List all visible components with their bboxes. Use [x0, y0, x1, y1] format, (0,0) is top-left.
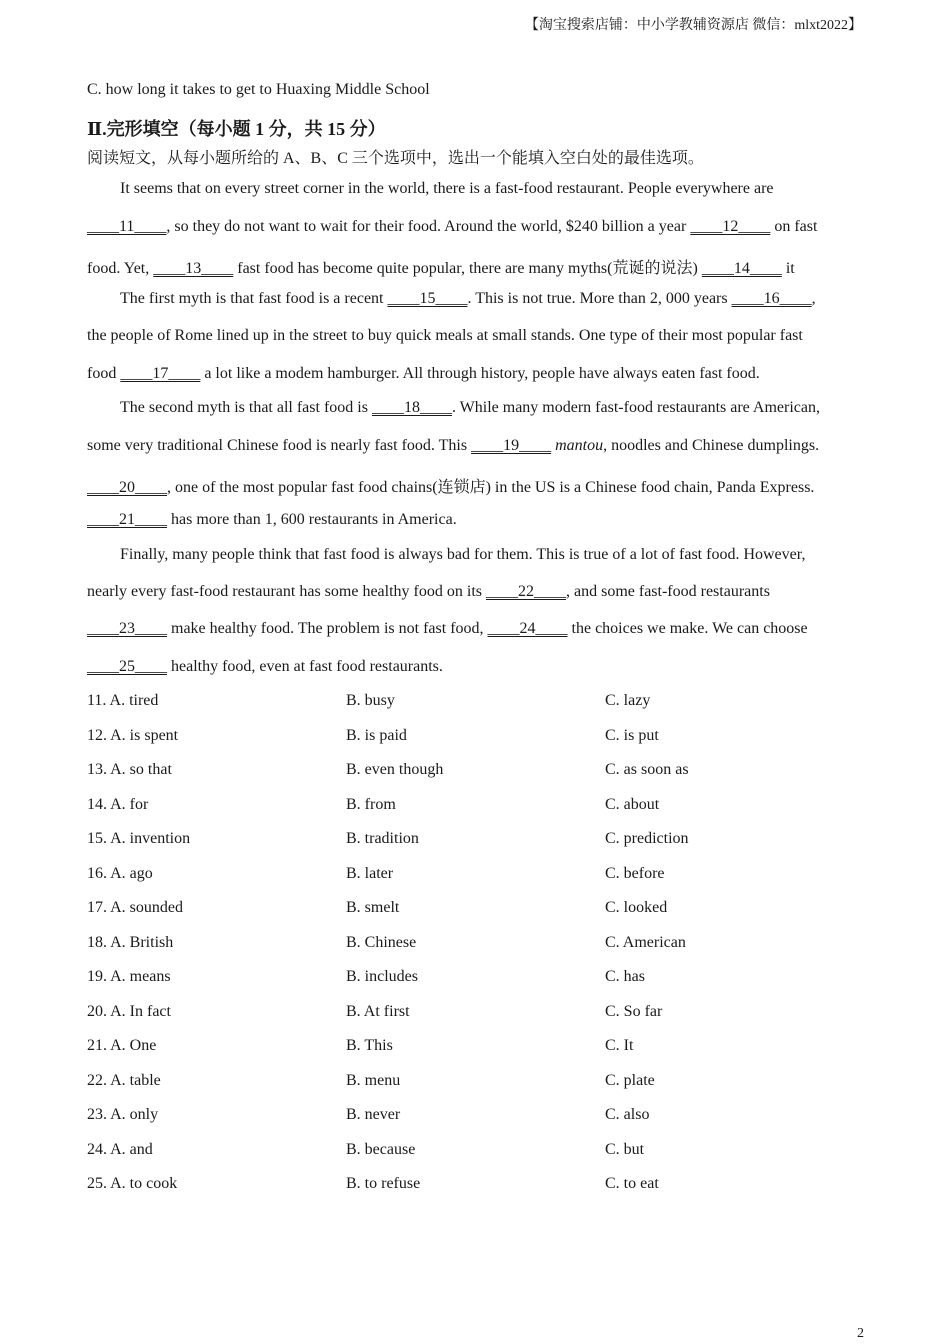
passage-text: The first myth is that fast food is a recent	[120, 290, 388, 307]
option-25-c: C. to eat	[605, 1175, 659, 1192]
blank-21: ____21____	[87, 511, 167, 528]
passage-text: The second myth is that all fast food is	[120, 399, 372, 416]
option-11-c: C. lazy	[605, 692, 651, 709]
passage-text: . While many modern fast-food restaurants are American,	[451, 399, 820, 416]
passage-text: food. Yet,	[87, 260, 154, 277]
option-16-c: C. before	[605, 864, 665, 882]
option-12-b: B. is paid	[346, 726, 407, 744]
option-14-a: 14. A. for	[87, 795, 149, 813]
option-21-b: B. This	[346, 1037, 393, 1054]
passage-line-13	[87, 620, 808, 638]
passage-line-9	[87, 474, 814, 497]
section-instruction: 阅读短文，从每小题所给的 A、B、C 三个选项中，选出一个能填入空白处的最佳选项。	[87, 150, 704, 167]
option-24-c: C. but	[605, 1140, 645, 1158]
option-18-b: B. Chinese	[346, 933, 417, 951]
blank-12: ____12____	[690, 218, 771, 235]
option-18-a: 18. A. British	[87, 933, 174, 951]
option-13-c: C. as soon as	[605, 761, 689, 778]
option-22-a: 22. A. table	[87, 1071, 161, 1089]
passage-text: make healthy food. The problem is not fast food,	[167, 620, 488, 637]
section-title: Ⅱ.完形填空（每小题 1 分，共 15 分）	[87, 119, 386, 139]
italic-word: mantou	[551, 437, 604, 454]
option-15-c: C. prediction	[605, 830, 689, 847]
passage-text: nearly every fast-food restaurant has some healthy food on its	[87, 583, 486, 600]
passage-text: . This is not true. More than 2, 000 years	[467, 290, 732, 307]
passage-line-5: the people of Rome lined up in the street to buy quick meals at small stands. One type of their most popular fast	[87, 327, 803, 344]
option-24-a: 24. A. and	[87, 1140, 153, 1158]
passage-text: the choices we make. We can choose	[567, 620, 808, 637]
option-16-b: B. later	[346, 864, 394, 882]
passage-text: , noodles and Chinese dumplings.	[603, 437, 820, 454]
blank-16: ____16____	[731, 290, 812, 307]
option-14-b: B. from	[346, 795, 396, 813]
blank-14: ____14____	[701, 260, 782, 277]
passage-text: it	[781, 260, 795, 277]
blank-20: ____20____	[87, 479, 167, 496]
blank-17: ____17____	[120, 365, 201, 382]
passage-text: ,	[811, 290, 816, 307]
option-17-a: 17. A. sounded	[87, 899, 183, 916]
option-16-a: 16. A. ago	[87, 864, 153, 882]
option-21-a: 21. A. One	[87, 1037, 157, 1054]
option-23-a: 23. A. only	[87, 1106, 159, 1123]
passage-line-10	[87, 511, 457, 529]
passage-line-14	[87, 658, 443, 676]
option-19-b: B. includes	[346, 968, 418, 985]
page-header: 【淘宝搜索店铺：中小学教辅资源店 微信：mlxt2022】	[524, 18, 862, 33]
option-25-b: B. to refuse	[346, 1175, 421, 1192]
blank-24: ____24____	[487, 620, 568, 637]
option-19-a: 19. A. means	[87, 968, 171, 985]
passage-text: some very traditional Chinese food is nearly fast food. This	[87, 437, 472, 454]
page-number: 2	[857, 1326, 864, 1341]
passage-text: fast food has become quite popular, there are many myths(荒诞的说法)	[233, 260, 702, 277]
passage-text: healthy food, even at fast food restaurants.	[167, 658, 443, 675]
option-15-a: 15. A. invention	[87, 830, 191, 847]
blank-22: ____22____	[485, 583, 566, 600]
previous-option-line: C. how long it takes to get to Huaxing Middle School	[87, 81, 430, 98]
blank-18: ____18____	[371, 399, 452, 416]
option-17-c: C. looked	[605, 899, 668, 916]
passage-text: , so they do not want to wait for their food. Around the world, $240 billion a year	[166, 218, 691, 235]
option-14-c: C. about	[605, 795, 660, 813]
passage-line-8	[87, 437, 819, 455]
option-11-b: B. busy	[346, 692, 395, 709]
option-20-c: C. So far	[605, 1002, 663, 1020]
passage-text: food	[87, 365, 121, 382]
option-24-b: B. because	[346, 1140, 416, 1158]
option-18-c: C. American	[605, 933, 686, 951]
passage-line-11: Finally, many people think that fast food is always bad for them. This is true of a lot of fast food. However,	[120, 546, 806, 563]
blank-25: ____25____	[87, 658, 167, 675]
passage-text: a lot like a modem hamburger. All through history, people have always eaten fast food.	[200, 365, 760, 382]
option-17-b: B. smelt	[346, 899, 400, 916]
option-21-c: C. It	[605, 1037, 634, 1054]
option-12-a: 12. A. is spent	[87, 726, 179, 744]
passage-line-4	[120, 290, 816, 308]
passage-text: , and some fast-food restaurants	[565, 583, 770, 600]
option-13-a: 13. A. so that	[87, 761, 172, 778]
passage-line-6	[87, 365, 760, 383]
option-11-a: 11. A. tired	[87, 692, 159, 709]
blank-13: ____13____	[153, 260, 234, 277]
option-12-c: C. is put	[605, 726, 659, 744]
option-13-b: B. even though	[346, 761, 444, 778]
option-23-c: C. also	[605, 1106, 650, 1123]
option-22-b: B. menu	[346, 1071, 401, 1089]
blank-11: ____11____	[87, 218, 167, 235]
passage-text: on fast	[770, 218, 818, 235]
option-25-a: 25. A. to cook	[87, 1175, 178, 1192]
option-23-b: B. never	[346, 1106, 401, 1123]
blank-23: ____23____	[87, 620, 167, 637]
option-22-c: C. plate	[605, 1071, 655, 1089]
option-20-a: 20. A. In fact	[87, 1002, 171, 1020]
passage-line-2	[87, 218, 817, 236]
passage-text: , one of the most popular fast food chains(连锁店) in the US is a Chinese food chain, Panda Express.	[167, 479, 815, 496]
option-20-b: B. At first	[346, 1002, 410, 1020]
passage-text: has more than 1, 600 restaurants in America.	[167, 511, 457, 528]
option-19-c: C. has	[605, 968, 645, 985]
blank-15: ____15____	[387, 290, 468, 307]
passage-line-3	[87, 255, 795, 278]
passage-line-12	[87, 583, 770, 601]
passage-line-1: It seems that on every street corner in the world, there is a fast-food restaurant. People everywhere are	[120, 180, 774, 197]
passage-line-7	[120, 399, 820, 417]
option-15-b: B. tradition	[346, 830, 419, 847]
blank-19: ____19____	[471, 437, 552, 454]
